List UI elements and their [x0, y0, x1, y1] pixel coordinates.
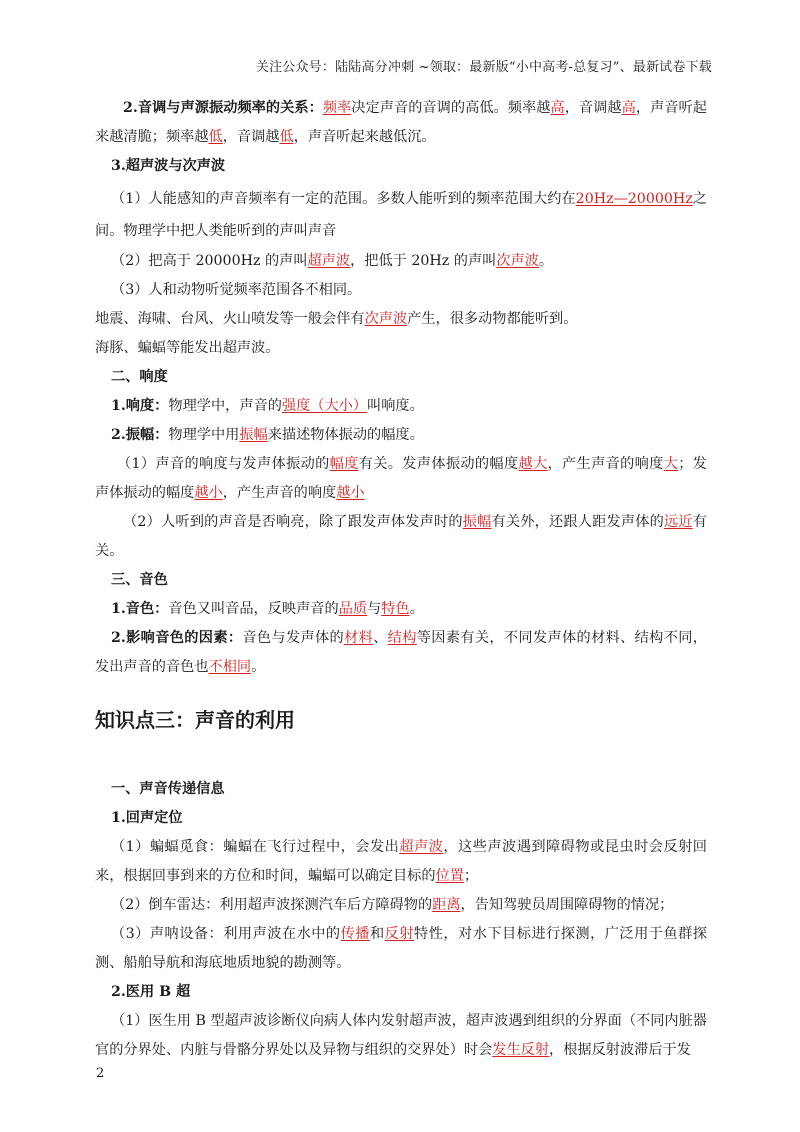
paragraph: [95, 1007, 707, 1065]
subheading-b-ultrasound: 2.医用 B 超: [111, 984, 191, 1000]
answer: 高: [621, 100, 636, 116]
page-header: 关注公众号：陆陆高分冲刺 ~领取：最新版“小中高考-总复习”、最新试卷下载: [255, 60, 712, 75]
paragraph: [95, 305, 707, 334]
text: ，产生声音的响度: [547, 456, 664, 472]
answer: 次声波: [496, 253, 539, 269]
text: 有关。发声体振动的幅度: [358, 456, 519, 472]
answer: 20Hz—20000Hz: [575, 191, 693, 207]
answer: 距离: [432, 897, 461, 913]
answer: 传播: [340, 926, 370, 942]
label: 2.影响音色的因素：: [111, 630, 243, 646]
answer: 低: [208, 129, 223, 145]
text: （2）人听到的声音是否响亮，除了跟发声体发声时的: [123, 514, 463, 530]
paragraph: [95, 595, 707, 624]
text: ，声音听起来越低沉。: [293, 129, 436, 145]
answer: 越小: [336, 485, 365, 501]
answer: 位置: [435, 868, 464, 884]
answer: 振幅: [462, 514, 492, 530]
text: （1）蝙蝠觅食：蝙蝠在飞行过程中，会发出: [111, 839, 400, 855]
text: 。: [251, 659, 266, 675]
paragraph: （3）人和动物听觉频率范围各不相同。: [111, 282, 362, 298]
heading-timbre: 三、音色: [111, 572, 168, 588]
paragraph: [95, 450, 707, 508]
answer: 超声波: [399, 839, 444, 855]
heading-loudness: 二、响度: [111, 369, 168, 385]
heading-information: 一、声音传递信息: [111, 781, 225, 797]
subheading-echolocation: 1.回声定位: [111, 810, 183, 826]
text: 音色又叫音品，反映声音的: [168, 601, 339, 617]
text: 地震、海啸、台风、火山喷发等一般会伴有: [95, 311, 365, 327]
paragraph: [95, 833, 707, 891]
answer: 次声波: [364, 311, 408, 327]
text: ，告知驾驶员周围障碍物的情况；: [460, 897, 674, 913]
answer: 不相同: [208, 659, 252, 675]
text: 和: [369, 926, 385, 942]
text: 音色与发声体的: [242, 630, 345, 646]
text: 。: [409, 601, 424, 617]
answer: 超声波: [307, 253, 351, 269]
text: 决定声音的音调的高低。频率越: [351, 100, 551, 116]
text: 有关外，还跟人距发声体的: [491, 514, 665, 530]
answer: 高: [550, 100, 565, 116]
page-number: 2: [96, 1066, 105, 1081]
answer: 越小: [194, 485, 223, 501]
text: ，把低于 20Hz 的声叫: [350, 253, 497, 269]
text: ，声音听起来越清脆；频率越: [95, 100, 707, 145]
text: 。: [538, 253, 554, 269]
paragraph: [95, 392, 707, 421]
answer: 特色: [381, 601, 410, 617]
label: 1.响度：: [111, 398, 169, 414]
text: 等因素有关，不同发声体的材料、结构不同，发出声音的音色也: [95, 630, 707, 675]
answer: 远近: [664, 514, 693, 530]
label: 2.振幅：: [111, 427, 169, 443]
text: 有关。: [95, 514, 707, 559]
text: （2）把高于 20000Hz 的声叫: [111, 253, 308, 269]
text: ，这些声波遇到障碍物或昆虫时会反射回来，根据回事到来的方位和时间，蝙蝠可以确定目标的: [95, 839, 707, 884]
document-body: [95, 94, 707, 1065]
text: ，产生声音的响度: [222, 485, 337, 501]
text: ；: [463, 868, 479, 884]
paragraph: [95, 624, 707, 682]
text: 、: [373, 630, 388, 646]
answer: 品质: [338, 601, 368, 617]
paragraph: [95, 508, 707, 566]
text: 物理学中，声音的: [168, 398, 282, 414]
text: 物理学中用: [168, 427, 240, 443]
answer: 幅度: [329, 456, 359, 472]
label: 2.音调与声源振动频率的关系：: [123, 100, 323, 116]
text: 特性，对水下目标进行探测，广泛用于鱼群探测、船舶导航和海底地质地貌的勘测等。: [95, 926, 707, 971]
text: ，音调越: [222, 129, 280, 145]
text: 与: [367, 601, 382, 617]
label: 1.音色：: [111, 601, 169, 617]
answer: 材料: [344, 630, 374, 646]
answer: 频率: [322, 100, 352, 116]
answer: 低: [279, 129, 294, 145]
paragraph: [95, 920, 707, 978]
paragraph: 海豚、蝙蝠等能发出超声波。: [95, 340, 280, 356]
answer: 结构: [387, 630, 417, 646]
text: 之间。物理学中把人类能听到的声叫声音: [95, 191, 707, 239]
text: （1）声音的响度与发声体振动的: [117, 456, 330, 472]
answer: 反射: [384, 926, 415, 942]
heading-ultrasound: 3.超声波与次声波: [111, 158, 226, 174]
text: 来描述物体振动的幅度。: [267, 427, 424, 443]
text: （3）声呐设备：利用声波在水中的: [111, 926, 341, 942]
text: （1）医生用 B 型超声波诊断仪向病人体内发射超声波，超声波遇到组织的分界面（不同内脏器官的分界处、内脏与骨骼分界处以及异物与组织的交界处）时会: [95, 1013, 707, 1058]
paragraph: [95, 421, 707, 450]
text: ；发声体振动的幅度: [95, 456, 707, 501]
answer: 大: [663, 456, 679, 472]
text: （2）倒车雷达：利用超声波探测汽车后方障碍物的: [111, 897, 433, 913]
answer: 强度（大小）: [281, 398, 368, 414]
pitch-frequency-paragraph: [95, 94, 707, 152]
answer: 越大: [518, 456, 548, 472]
paragraph: [95, 247, 707, 276]
text: （1）人能感知的声音频率有一定的范围。多数人能听到的频率范围大约在: [111, 191, 576, 207]
answer: 振幅: [239, 427, 268, 443]
paragraph: [95, 183, 707, 247]
answer: 发生反射: [492, 1042, 550, 1058]
section-title: 知识点三：声音的利用: [95, 708, 295, 732]
text: 叫响度。: [367, 398, 424, 414]
text: ，根据反射波滞后于发: [549, 1042, 691, 1058]
text: 产生，很多动物都能听到。: [407, 311, 578, 327]
text: ，音调越: [564, 100, 622, 116]
paragraph: [95, 891, 707, 920]
